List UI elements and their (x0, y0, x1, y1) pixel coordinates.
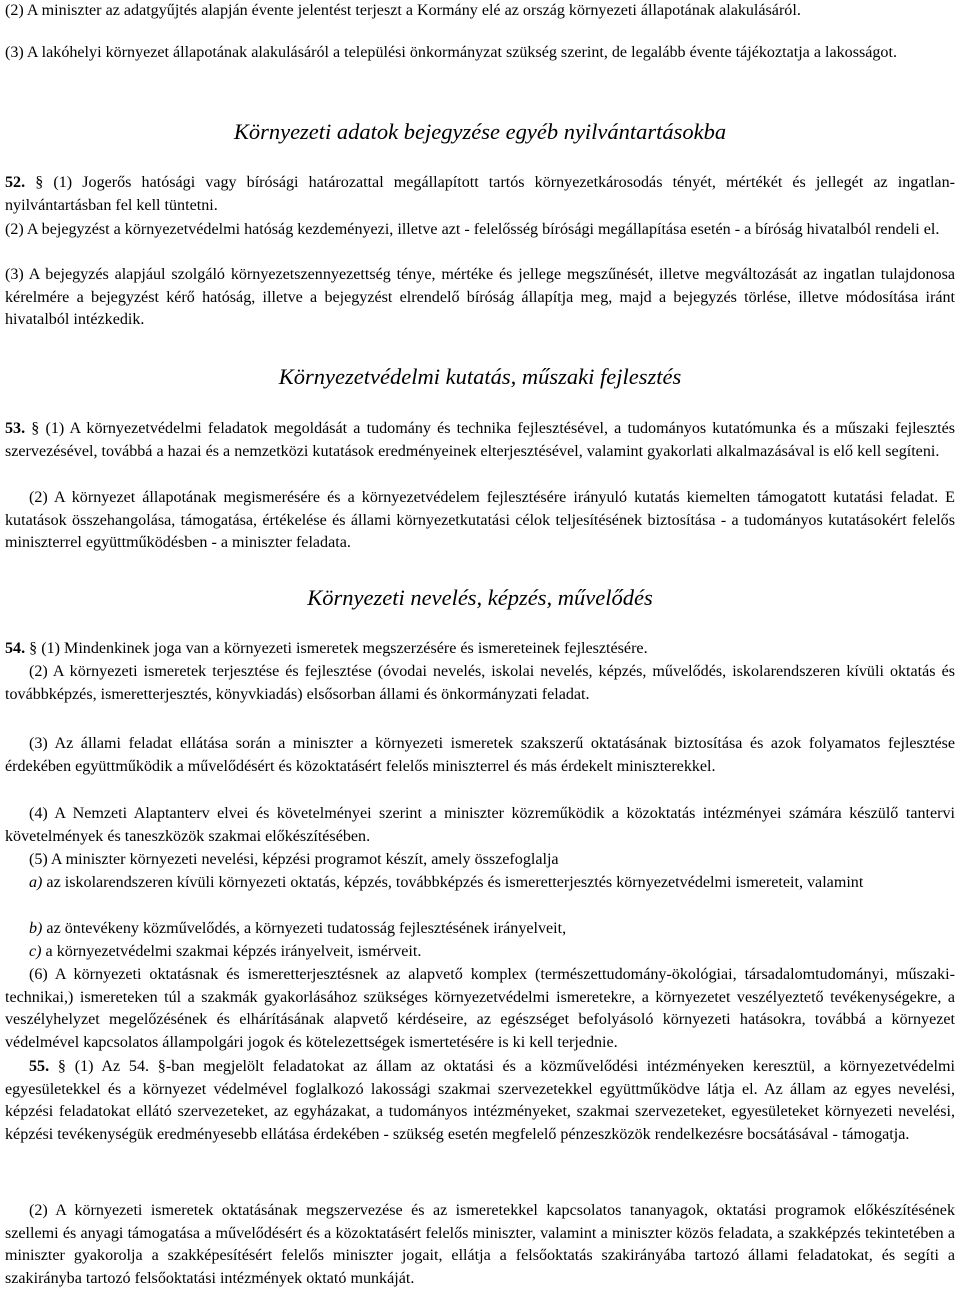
list-item (5, 872, 955, 895)
section-number: 55. (29, 1058, 50, 1075)
paragraph: (2) A környezeti ismeretek terjesztése és fejlesztése (óvodai nevelés, iskolai nevelés, képzés, művelődés, iskolarendszeren kívüli oktatás és továbbképzés, ismeretterjesztés, könyvkiadás) elsősorban állami és önkormányzati feladat. (5, 663, 955, 703)
section-54-paragraph-1 (5, 638, 955, 661)
paragraph: (4) A Nemzeti Alaptanterv elvei és követelményei szerint a miniszter közreműködik a közoktatás intézményei számára készülő tantervi követelmények és taneszközök szakmai előkészítésében. (5, 805, 955, 845)
list-item (5, 941, 955, 964)
paragraph: (3) A bejegyzés alapjául szolgáló környezetszennyezettség ténye, mértéke és jellege megszűnését, illetve megváltozását az ingatlan tulajdonosa kérelmére a bejegyzést kérő hatóság, illetve a bejegyzést elrendelő bíróság állapítja meg, majd a bejegyzés törlése, illetve módosítása iránt hivatalból intézkedik. (5, 266, 955, 329)
paragraph: (2) A bejegyzést a környezetvédelmi hatóság kezdeményezi, illetve azt - felelősség bírósági megállapítása esetén - a bíróság hivatalból rendeli el. (5, 221, 940, 238)
paragraph: (3) Az állami feladat ellátása során a miniszter a környezeti ismeretek szakszerű oktatásának biztosítása és azok folyamatos fejlesztése érdekében együttműködik a művelődésért és közoktatásért felelős miniszterrel és más érdekelt miniszterekkel. (5, 735, 955, 775)
section-heading: Környezeti adatok bejegyzése egyéb nyilvántartásokba (233, 119, 727, 144)
section-sign: § (29, 640, 38, 657)
paragraph-text: (1) Mindenkinek joga van a környezeti ismeretek megszerzésére és ismereteinek fejlesztésére. (41, 640, 648, 657)
section-number: 52. (5, 174, 26, 191)
section-53-paragraph-1 (5, 418, 955, 463)
list-label: a) (29, 874, 43, 891)
paragraph: (2) A környezeti ismeretek oktatásának megszervezése és az ismeretekkel kapcsolatos tananyagok, oktatási programok előkészítésének szellemi és anyagi támogatása a művelődésért és a közoktatásért felelős miniszter, valamint a miniszter közös feladata, a szakképzés tekintetében a miniszter gyakorolja a szakképesítésért felelős miniszter jogait, ellátja a felsőoktatás szakirányába tartozó állami feladatokat, és segíti a szakirányba tartozó felsőoktatási intézmények oktató munkáját. (5, 1202, 955, 1287)
section-52-paragraph-1 (5, 172, 955, 217)
list-text: az öntevékeny közművelődés, a környezeti tudatosság fejlesztésének irányelveit, (42, 920, 567, 937)
section-sign: § (31, 420, 40, 437)
list-text: az iskolarendszeren kívüli környezeti oktatás, képzés, továbbképzés és ismeretterjesztés környezetvédelmi ismereteit, valamint (42, 874, 864, 891)
section-sign: § (57, 1058, 66, 1075)
list-label: c) (29, 943, 42, 960)
section-heading: Környezetvédelmi kutatás, műszaki fejlesztés (278, 364, 682, 389)
paragraph-text: (1) A környezetvédelmi feladatok megoldását a tudomány és technika fejlesztésével, a tudományos kutatómunka és a műszaki fejlesztés szervezésével, továbbá a hazai és a nemzetközi kutatások eredményeinek elterjesztésével, valamint gyakorlati alkalmazásával is elő kell segíteni. (5, 420, 955, 460)
list-label: b) (29, 920, 43, 937)
paragraph: (2) A környezet állapotának megismerésére és a környezetvédelem fejlesztésére irányuló kutatás kiemelten támogatott kutatási feladat. E kutatások összehangolása, támogatása, értékelése és állami környezetkutatási célok teljesítésének biztosítása - a tudományos kutatásokért felelős miniszterrel együttműködésben - a miniszter feladata. (5, 489, 955, 552)
paragraph: (5) A miniszter környezeti nevelési, képzési programot készít, amely összefoglalja (29, 851, 559, 868)
section-heading: Környezeti nevelés, képzés, művelődés (307, 585, 653, 610)
paragraph-text: (1) Az 54. §-ban megjelölt feladatokat az állam az oktatási és a közművelődési intézményeken keresztül, a környezetvédelmi egyesületekkel és a környezet védelmével foglalkozó lakossági szakmai szervezetekkel együttműködve látja el. Az állam az egyes nevelési, képzési feladatokat ellátó szervezeteket, az egyházakat, a tudományos intézményeket, szakmai szervezeteket, egyesületeket környezeti nevelési, képzési tevékenységük eredményesebb ellátása érdekében - szükség esetén megfelelő pénzeszközök rendelkezésre bocsátásával - támogatja. (5, 1058, 956, 1143)
section-number: 53. (5, 420, 26, 437)
paragraph: (3) A lakóhelyi környezet állapotának alakulásáról a települési önkormányzat szükség szerint, de legalább évente tájékoztatja a lakosságot. (5, 44, 897, 61)
section-55-paragraph-1 (5, 1056, 955, 1146)
list-item (5, 918, 955, 941)
section-sign: § (35, 174, 44, 191)
list-text: a környezetvédelmi szakmai képzés irányelveit, ismérveit. (41, 943, 422, 960)
paragraph: (2) A miniszter az adatgyűjtés alapján évente jelentést terjeszt a Kormány elé az ország környezeti állapotának alakulásáról. (5, 2, 801, 19)
paragraph-text: (1) Jogerős hatósági vagy bírósági határozattal megállapított tartós környezetkárosodás tényét, mértékét és jellegét az ingatlan-nyilvántartásban fel kell tüntetni. (5, 174, 955, 214)
paragraph: (6) A környezeti oktatásnak és ismeretterjesztésnek az alapvető komplex (természettudomány-ökológiai, társadalomtudományi, műszaki-technikai,) ismereteken túl a szakmák gyakorlásához szükséges környezetvédelmi ismeretekre, a környezetet veszélyeztető tevékenységekre, a veszélyhelyzet megelőzésének és elhárításának alapvető kérdéseire, az egészséget befolyásoló környezeti hatásokra, továbbá a környezet védelmével kapcsolatos állampolgári jogok és kötelezettségek ismertetésére is ki kell terjednie. (5, 966, 955, 1051)
section-number: 54. (5, 640, 26, 657)
